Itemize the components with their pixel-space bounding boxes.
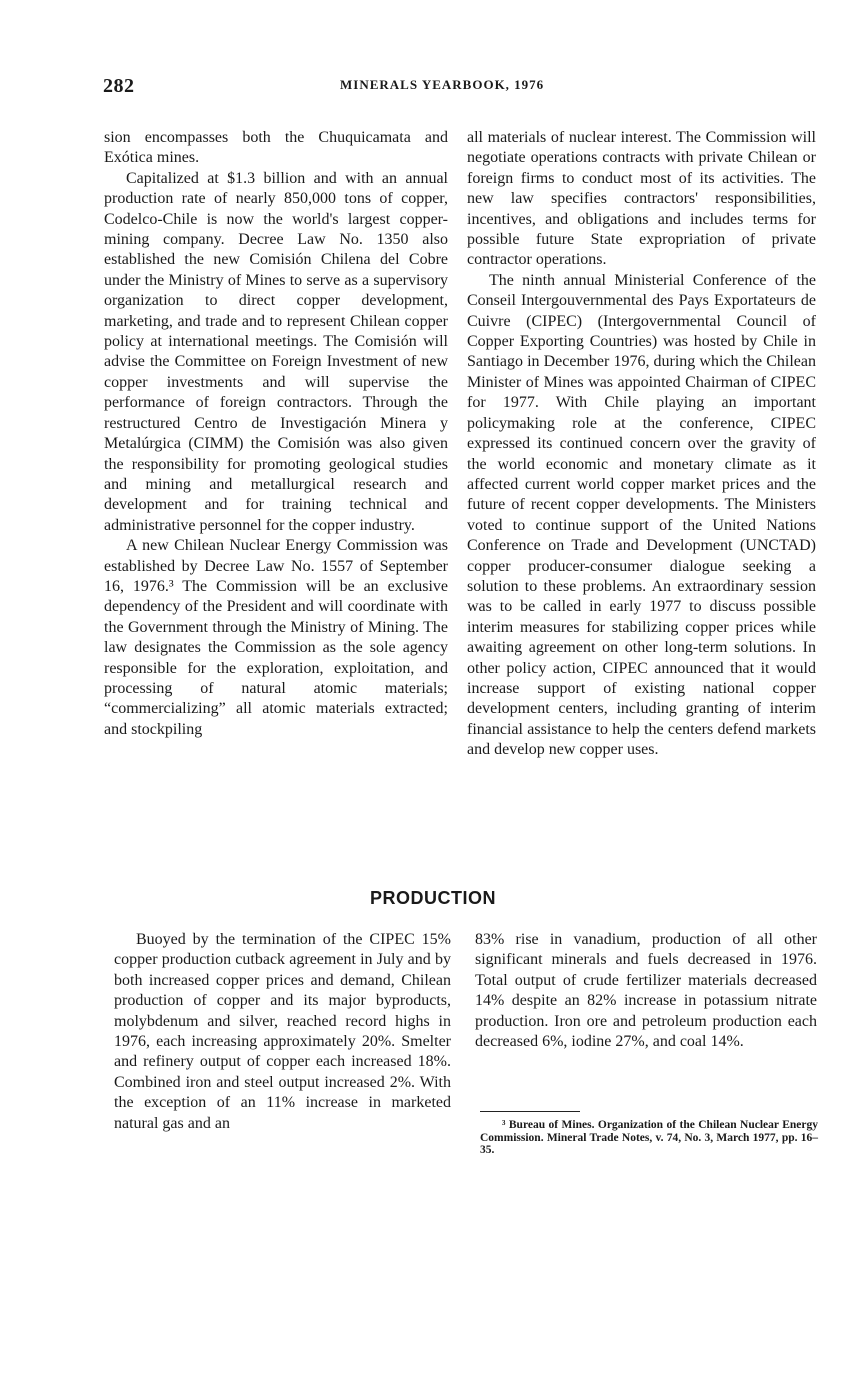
column-top-right: [467, 128, 816, 761]
paragraph: A new Chilean Nuclear Energy Commission was established by Decree Law No. 1557 of September 16, 1976.³ The Commission will be an exclusive dependency of the President and will coordinate with the Government through the Ministry of Mining. The law designates the Commission as the sole agency responsible for the exploration, exploitation, and processing of natural atomic materials; “commercializing” all atomic materials extracted; and stockpiling: [104, 537, 448, 738]
running-title: MINERALS YEARBOOK, 1976: [340, 77, 545, 92]
paragraph: all materials of nuclear interest. The Commission will negotiate operations contracts with private Chilean or foreign firms to conduct most of its activities. The new law specifies contractors' responsibilities, incentives, and obligations and includes terms for possible future State expropriation of private contractor operations.: [467, 129, 816, 269]
section-heading-production: PRODUCTION: [370, 888, 496, 908]
paragraph: 83% rise in vanadium, production of all other significant minerals and fuels decreased in 1976. Total output of crude fertilizer materials decreased 14% despite an 82% increase in potassium nitrate production. Iron ore and petroleum production each decreased 6%, iodine 27%, and coal 14%.: [475, 931, 817, 1051]
page-number: 282: [103, 75, 135, 97]
column-bottom-right: [475, 930, 817, 1052]
column-bottom-left: [114, 930, 451, 1134]
paragraph: Capitalized at $1.3 billion and with an annual production rate of nearly 850,000 tons of copper, Codelco-Chile is now the world's largest copper-mining company. Decree Law No. 1350 also established the new Comisión Chilena del Cobre under the Ministry of Mines to serve as a supervisory organization to direct copper development, marketing, and trade and to represent Chilean copper policy at international meetings. The Comisión will advise the Committee on Foreign Investment of new copper investments and will supervise the performance of foreign contractors. Through the restructured Centro de Investigación Minera y Metalúrgica (CIMM) the Comisión was also given the responsibility for promoting geological studies and mining and metallurgical research and development and for training technical and administrative personnel for the copper industry.: [104, 169, 448, 534]
paragraph: sion encompasses both the Chuquicamata and Exótica mines.: [104, 129, 448, 167]
paragraph: Buoyed by the termination of the CIPEC 15% copper production cutback agreement in July and by both increased copper prices and demand, Chilean production of copper and its major byproducts, molybdenum and silver, reached record highs in 1976, each increasing approximately 20%. Smelter and refinery output of copper each increased 18%. Combined iron and steel output increased 2%. With the exception of an 11% increase in marketed natural gas and an: [114, 931, 451, 1132]
paragraph: The ninth annual Ministerial Conference of the Conseil Intergouvernmental des Pays Exportateurs de Cuivre (CIPEC) (Intergovernmental Council of Copper Exporting Countries) was hosted by Chile in Santiago in December 1976, during which the Chilean Minister of Mines was appointed Chairman of CIPEC for 1977. With Chile playing an important policymaking role at the conference, CIPEC expressed its continued concern over the gravity of the world economic and monetary climate as it affected current world copper market prices and the future of recent copper developments. The Ministers voted to continue support of the United Nations Conference on Trade and Development (UNCTAD) copper producer-consumer dialogue seeking a solution to these problems. An extraordinary session was to be called in early 1977 to discuss possible interim measures for stabilizing copper prices while awaiting agreement on other long-term solutions. In other policy action, CIPEC announced that it would increase support of existing national copper development centers, including granting of interim financial assistance to help the centers defend markets and develop new copper uses.: [467, 271, 816, 759]
column-top-left: [104, 128, 448, 740]
footnote-divider: [480, 1111, 580, 1112]
footnote: ³ Bureau of Mines. Organization of the Chilean Nuclear Energy Commission. Mineral Trade Notes, v. 74, No. 3, March 1977, pp. 16–35.: [480, 1119, 818, 1157]
